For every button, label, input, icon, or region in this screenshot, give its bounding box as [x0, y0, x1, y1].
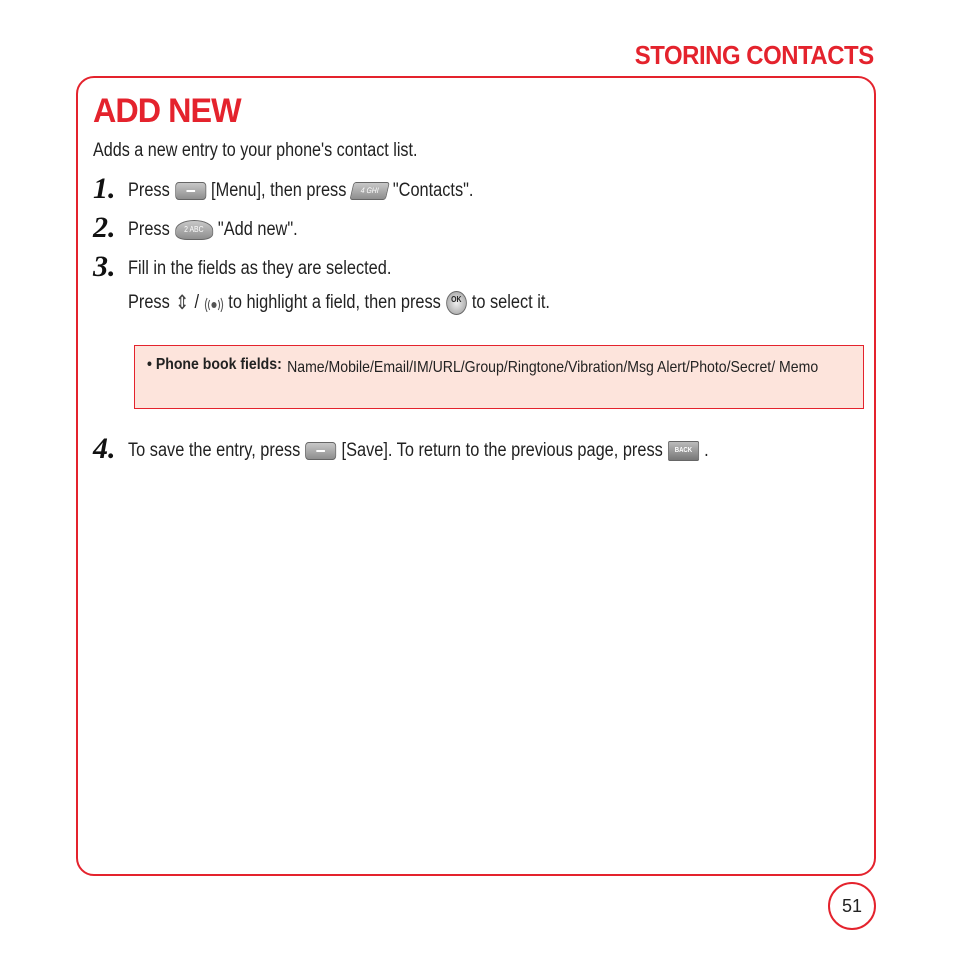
step-4-text-a: To save the entry, press — [128, 440, 301, 461]
key-4-icon: 4 GHI — [349, 182, 389, 200]
step-3-number: 3. — [93, 250, 116, 283]
step-2-text-b: "Add new". — [217, 219, 298, 240]
phone-book-fields-note — [134, 345, 864, 409]
step-1-number: 1. — [93, 172, 116, 205]
step-3-text-slash: / — [194, 291, 200, 313]
step-1-text-a: Press — [128, 180, 170, 201]
key-2-icon: 2 ABC — [175, 220, 213, 240]
left-soft-key-icon — [305, 442, 336, 460]
step-2-text-a: Press — [128, 219, 170, 240]
side-key-icon — [204, 294, 223, 312]
left-soft-key-icon — [175, 182, 206, 200]
section-title: STORING CONTACTS — [635, 40, 874, 70]
note-text: Name/Mobile/Email/IM/URL/Group/Ringtone/Vibration/Msg Alert/Photo/Secret/ Memo — [287, 359, 819, 376]
step-3-text-c: to select it. — [471, 291, 550, 313]
step-1-line — [128, 180, 473, 202]
step-4-line — [128, 440, 709, 462]
ok-key-icon: OK — [446, 291, 467, 315]
step-3-line-1: Fill in the fields as they are selected. — [128, 258, 392, 279]
navigation-key-icon: ⇕ — [174, 292, 190, 314]
step-3-line-2 — [128, 290, 550, 315]
step-2-line — [128, 219, 298, 241]
step-4-number: 4. — [93, 432, 116, 465]
step-1-text-b: [Menu], then press — [211, 180, 347, 201]
note-label: • Phone book fields: — [147, 356, 282, 373]
step-4-text-c: . — [704, 440, 709, 461]
step-4-text-b: [Save]. To return to the previous page, press — [341, 440, 663, 461]
back-key-icon: BACK — [668, 441, 699, 461]
step-1-text-c: "Contacts". — [392, 180, 474, 201]
step-3-text-b: to highlight a field, then press — [228, 291, 441, 313]
step-3-text-a: Press — [128, 291, 170, 313]
intro-text: Adds a new entry to your phone's contact list. — [93, 140, 418, 161]
page-number: 51 — [828, 882, 876, 930]
step-2-number: 2. — [93, 211, 116, 244]
page-title: ADD NEW — [93, 92, 241, 130]
